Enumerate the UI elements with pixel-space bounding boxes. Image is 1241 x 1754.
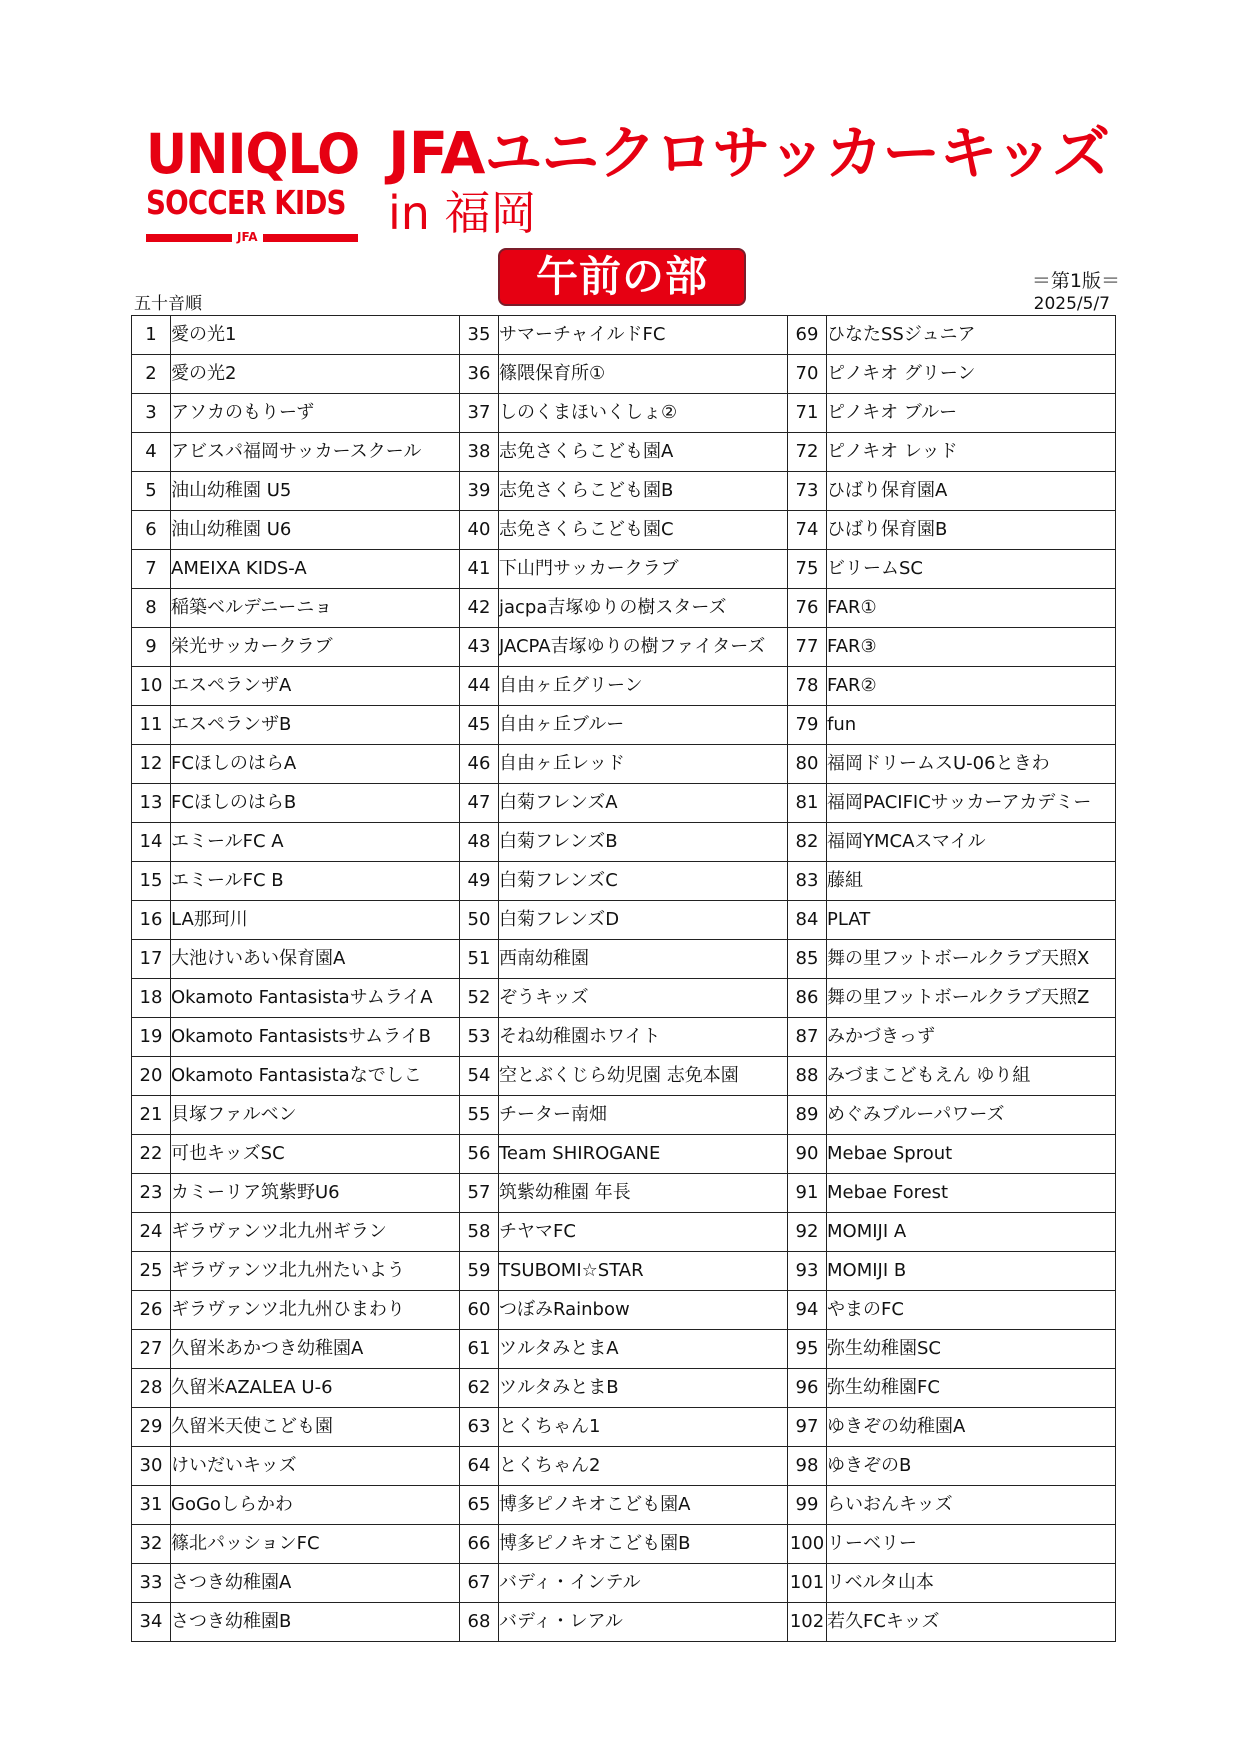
team-number: 43	[460, 628, 499, 667]
team-number: 89	[788, 1096, 827, 1135]
team-number: 44	[460, 667, 499, 706]
team-name: 福岡YMCAスマイル	[827, 823, 1116, 862]
team-name: Team SHIROGANE	[499, 1135, 788, 1174]
team-number: 4	[132, 433, 171, 472]
team-number: 21	[132, 1096, 171, 1135]
team-number: 37	[460, 394, 499, 433]
team-name: Okamoto FantasistsサムライB	[171, 1018, 460, 1057]
table-row	[132, 745, 1116, 784]
team-number: 22	[132, 1135, 171, 1174]
team-name: ゆきぞの幼稚園A	[827, 1408, 1116, 1447]
team-number: 96	[788, 1369, 827, 1408]
team-number: 101	[788, 1564, 827, 1603]
team-name: めぐみブルーパワーズ	[827, 1096, 1116, 1135]
team-name: ひばり保育園B	[827, 511, 1116, 550]
table-row	[132, 901, 1116, 940]
team-name: 愛の光2	[171, 355, 460, 394]
team-name: 白菊フレンズC	[499, 862, 788, 901]
team-number: 24	[132, 1213, 171, 1252]
team-number: 100	[788, 1525, 827, 1564]
team-number: 33	[132, 1564, 171, 1603]
team-name: チヤマFC	[499, 1213, 788, 1252]
team-number: 18	[132, 979, 171, 1018]
team-name: 西南幼稚園	[499, 940, 788, 979]
team-name: 志免さくらこども園B	[499, 472, 788, 511]
table-row	[132, 784, 1116, 823]
team-name: ひなたSSジュニア	[827, 316, 1116, 355]
team-roster-table	[131, 315, 1116, 1642]
team-number: 14	[132, 823, 171, 862]
team-name: fun	[827, 706, 1116, 745]
team-number: 61	[460, 1330, 499, 1369]
team-name: チーター南畑	[499, 1096, 788, 1135]
team-number: 66	[460, 1525, 499, 1564]
table-row	[132, 1057, 1116, 1096]
team-name: ピノキオ ブルー	[827, 394, 1116, 433]
team-name: リベルタ山本	[827, 1564, 1116, 1603]
team-number: 57	[460, 1174, 499, 1213]
table-row	[132, 1135, 1116, 1174]
table-row	[132, 1174, 1116, 1213]
team-name: 福岡PACIFICサッカーアカデミー	[827, 784, 1116, 823]
team-name: ツルタみとまA	[499, 1330, 788, 1369]
team-name: 久留米天使こども園	[171, 1408, 460, 1447]
team-number: 85	[788, 940, 827, 979]
team-name: ツルタみとまB	[499, 1369, 788, 1408]
table-row	[132, 1408, 1116, 1447]
team-name: さつき幼稚園B	[171, 1603, 460, 1642]
team-number: 88	[788, 1057, 827, 1096]
team-number: 91	[788, 1174, 827, 1213]
table-row	[132, 1369, 1116, 1408]
team-name: Okamoto FantasistaサムライA	[171, 979, 460, 1018]
team-name: 志免さくらこども園C	[499, 511, 788, 550]
team-name: 白菊フレンズA	[499, 784, 788, 823]
team-name: FCほしのはらA	[171, 745, 460, 784]
team-number: 5	[132, 472, 171, 511]
team-number: 70	[788, 355, 827, 394]
team-name: 自由ヶ丘グリーン	[499, 667, 788, 706]
team-number: 60	[460, 1291, 499, 1330]
team-name: エスペランザB	[171, 706, 460, 745]
team-number: 59	[460, 1252, 499, 1291]
team-name: 福岡ドリームスU-06ときわ	[827, 745, 1116, 784]
team-number: 92	[788, 1213, 827, 1252]
team-name: 志免さくらこども園A	[499, 433, 788, 472]
team-number: 6	[132, 511, 171, 550]
logo-jfa-text: JFA	[232, 229, 263, 245]
team-number: 87	[788, 1018, 827, 1057]
team-name: 舞の里フットボールクラブ天照Z	[827, 979, 1116, 1018]
team-number: 80	[788, 745, 827, 784]
team-name: けいだいキッズ	[171, 1447, 460, 1486]
team-name: 白菊フレンズB	[499, 823, 788, 862]
team-number: 23	[132, 1174, 171, 1213]
team-name: 藤組	[827, 862, 1116, 901]
team-name: FAR③	[827, 628, 1116, 667]
team-number: 93	[788, 1252, 827, 1291]
team-name: 久留米AZALEA U-6	[171, 1369, 460, 1408]
logo-uniqlo-text: UNIQLO	[146, 122, 360, 186]
team-name: ギラヴァンツ北九州たいよう	[171, 1252, 460, 1291]
table-row	[132, 706, 1116, 745]
team-number: 13	[132, 784, 171, 823]
team-number: 73	[788, 472, 827, 511]
team-name: みかづきっず	[827, 1018, 1116, 1057]
team-number: 28	[132, 1369, 171, 1408]
team-number: 42	[460, 589, 499, 628]
team-number: 82	[788, 823, 827, 862]
team-name: ビリームSC	[827, 550, 1116, 589]
table-row	[132, 550, 1116, 589]
team-number: 41	[460, 550, 499, 589]
team-name: バディ・インテル	[499, 1564, 788, 1603]
team-name: MOMIJI B	[827, 1252, 1116, 1291]
team-number: 3	[132, 394, 171, 433]
team-number: 45	[460, 706, 499, 745]
edition-label: ＝第1版＝	[1031, 270, 1120, 292]
team-name: エスペランザA	[171, 667, 460, 706]
table-row	[132, 1330, 1116, 1369]
sort-order-label: 五十音順	[134, 294, 202, 314]
team-number: 51	[460, 940, 499, 979]
team-number: 81	[788, 784, 827, 823]
session-badge: 午前の部	[498, 248, 746, 306]
team-name: PLAT	[827, 901, 1116, 940]
team-name: そね幼稚園ホワイト	[499, 1018, 788, 1057]
team-number: 19	[132, 1018, 171, 1057]
team-number: 26	[132, 1291, 171, 1330]
team-name: 貝塚ファルベン	[171, 1096, 460, 1135]
team-number: 99	[788, 1486, 827, 1525]
team-name: 自由ヶ丘ブルー	[499, 706, 788, 745]
team-name: リーベリー	[827, 1525, 1116, 1564]
team-number: 16	[132, 901, 171, 940]
table-row	[132, 1603, 1116, 1642]
table-row	[132, 1447, 1116, 1486]
team-number: 77	[788, 628, 827, 667]
team-name: やまのFC	[827, 1291, 1116, 1330]
uniqlo-soccer-kids-logo	[146, 122, 360, 244]
team-name: 白菊フレンズD	[499, 901, 788, 940]
team-name: ギラヴァンツ北九州ひまわり	[171, 1291, 460, 1330]
team-number: 36	[460, 355, 499, 394]
team-name: ゆきぞのB	[827, 1447, 1116, 1486]
table-row	[132, 940, 1116, 979]
team-number: 76	[788, 589, 827, 628]
team-name: ギラヴァンツ北九州ギラン	[171, 1213, 460, 1252]
team-name: 久留米あかつき幼稚園A	[171, 1330, 460, 1369]
table-row	[132, 1096, 1116, 1135]
team-name: FAR②	[827, 667, 1116, 706]
team-number: 15	[132, 862, 171, 901]
team-name: エミールFC B	[171, 862, 460, 901]
team-number: 74	[788, 511, 827, 550]
team-number: 40	[460, 511, 499, 550]
table-row	[132, 1486, 1116, 1525]
team-number: 25	[132, 1252, 171, 1291]
team-number: 102	[788, 1603, 827, 1642]
team-number: 90	[788, 1135, 827, 1174]
team-name: FAR①	[827, 589, 1116, 628]
team-name: 博多ピノキオこども園A	[499, 1486, 788, 1525]
table-row	[132, 667, 1116, 706]
team-name: バディ・レアル	[499, 1603, 788, 1642]
team-name: 篠北パッションFC	[171, 1525, 460, 1564]
table-row	[132, 511, 1116, 550]
event-location: in 福岡	[388, 186, 537, 240]
team-name: 油山幼稚園 U6	[171, 511, 460, 550]
team-name: さつき幼稚園A	[171, 1564, 460, 1603]
table-row	[132, 1291, 1116, 1330]
team-name: エミールFC A	[171, 823, 460, 862]
team-number: 72	[788, 433, 827, 472]
team-number: 68	[460, 1603, 499, 1642]
team-name: Okamoto Fantasistaなでしこ	[171, 1057, 460, 1096]
table-row	[132, 1252, 1116, 1291]
team-number: 62	[460, 1369, 499, 1408]
team-number: 98	[788, 1447, 827, 1486]
team-number: 9	[132, 628, 171, 667]
team-name: ピノキオ グリーン	[827, 355, 1116, 394]
table-row	[132, 1525, 1116, 1564]
team-number: 54	[460, 1057, 499, 1096]
team-number: 56	[460, 1135, 499, 1174]
table-row	[132, 823, 1116, 862]
team-number: 97	[788, 1408, 827, 1447]
table-row	[132, 355, 1116, 394]
team-number: 1	[132, 316, 171, 355]
team-name: とくちゃん1	[499, 1408, 788, 1447]
team-name: アソカのもりーず	[171, 394, 460, 433]
team-name: Mebae Sprout	[827, 1135, 1116, 1174]
team-name: 篠隈保育所①	[499, 355, 788, 394]
table-row	[132, 979, 1116, 1018]
team-name: とくちゃん2	[499, 1447, 788, 1486]
table-row	[132, 1213, 1116, 1252]
table-row	[132, 316, 1116, 355]
team-number: 31	[132, 1486, 171, 1525]
team-name: GoGoしらかわ	[171, 1486, 460, 1525]
team-name: 油山幼稚園 U5	[171, 472, 460, 511]
team-number: 69	[788, 316, 827, 355]
team-number: 29	[132, 1408, 171, 1447]
team-number: 79	[788, 706, 827, 745]
team-number: 34	[132, 1603, 171, 1642]
team-number: 50	[460, 901, 499, 940]
team-name: みづまこどもえん ゆり組	[827, 1057, 1116, 1096]
team-number: 20	[132, 1057, 171, 1096]
team-number: 12	[132, 745, 171, 784]
team-number: 2	[132, 355, 171, 394]
team-name: 筑紫幼稚園 年長	[499, 1174, 788, 1213]
team-name: LA那珂川	[171, 901, 460, 940]
team-name: 弥生幼稚園FC	[827, 1369, 1116, 1408]
table-row	[132, 628, 1116, 667]
team-number: 78	[788, 667, 827, 706]
table-row	[132, 862, 1116, 901]
logo-soccer-kids-text: SOCCER KIDS	[146, 183, 346, 222]
team-name: AMEIXA KIDS-A	[171, 550, 460, 589]
team-name: 自由ヶ丘レッド	[499, 745, 788, 784]
team-number: 35	[460, 316, 499, 355]
table-row	[132, 472, 1116, 511]
team-name: JACPA吉塚ゆりの樹ファイターズ	[499, 628, 788, 667]
table-row	[132, 394, 1116, 433]
team-number: 47	[460, 784, 499, 823]
team-number: 17	[132, 940, 171, 979]
team-name: 空とぶくじら幼児園 志免本園	[499, 1057, 788, 1096]
team-number: 55	[460, 1096, 499, 1135]
table-row	[132, 433, 1116, 472]
team-name: Mebae Forest	[827, 1174, 1116, 1213]
team-number: 48	[460, 823, 499, 862]
team-number: 75	[788, 550, 827, 589]
team-name: 若久FCキッズ	[827, 1603, 1116, 1642]
team-name: 愛の光1	[171, 316, 460, 355]
team-roster-body	[132, 316, 1116, 1642]
table-row	[132, 1564, 1116, 1603]
team-number: 58	[460, 1213, 499, 1252]
team-number: 27	[132, 1330, 171, 1369]
team-number: 10	[132, 667, 171, 706]
team-name: つぼみRainbow	[499, 1291, 788, 1330]
team-number: 49	[460, 862, 499, 901]
team-number: 8	[132, 589, 171, 628]
team-number: 7	[132, 550, 171, 589]
team-name: カミーリア筑紫野U6	[171, 1174, 460, 1213]
team-number: 95	[788, 1330, 827, 1369]
team-number: 71	[788, 394, 827, 433]
team-number: 83	[788, 862, 827, 901]
team-name: 下山門サッカークラブ	[499, 550, 788, 589]
team-name: 可也キッズSC	[171, 1135, 460, 1174]
team-number: 67	[460, 1564, 499, 1603]
team-number: 64	[460, 1447, 499, 1486]
team-name: 舞の里フットボールクラブ天照X	[827, 940, 1116, 979]
team-name: 大池けいあい保育園A	[171, 940, 460, 979]
team-name: サマーチャイルドFC	[499, 316, 788, 355]
team-name: ひばり保育園A	[827, 472, 1116, 511]
team-name: しのくまほいくしょ②	[499, 394, 788, 433]
team-number: 38	[460, 433, 499, 472]
team-number: 46	[460, 745, 499, 784]
team-name: ぞうキッズ	[499, 979, 788, 1018]
team-name: TSUBOMI☆STAR	[499, 1252, 788, 1291]
team-name: jacpa吉塚ゆりの樹スターズ	[499, 589, 788, 628]
team-name: 弥生幼稚園SC	[827, 1330, 1116, 1369]
team-number: 32	[132, 1525, 171, 1564]
team-number: 39	[460, 472, 499, 511]
team-number: 52	[460, 979, 499, 1018]
team-number: 30	[132, 1447, 171, 1486]
team-name: 栄光サッカークラブ	[171, 628, 460, 667]
team-number: 65	[460, 1486, 499, 1525]
team-number: 84	[788, 901, 827, 940]
issue-date: 2025/5/7	[1033, 294, 1110, 314]
table-row	[132, 589, 1116, 628]
team-number: 94	[788, 1291, 827, 1330]
team-name: 稲築ベルデニーニョ	[171, 589, 460, 628]
team-name: 博多ピノキオこども園B	[499, 1525, 788, 1564]
team-name: FCほしのはらB	[171, 784, 460, 823]
team-number: 63	[460, 1408, 499, 1447]
team-number: 86	[788, 979, 827, 1018]
team-name: らいおんキッズ	[827, 1486, 1116, 1525]
team-name: MOMIJI A	[827, 1213, 1116, 1252]
team-name: ピノキオ レッド	[827, 433, 1116, 472]
team-name: アビスパ福岡サッカースクール	[171, 433, 460, 472]
team-number: 11	[132, 706, 171, 745]
event-title: JFAユニクロサッカーキッズ	[388, 119, 1110, 187]
team-number: 53	[460, 1018, 499, 1057]
table-row	[132, 1018, 1116, 1057]
